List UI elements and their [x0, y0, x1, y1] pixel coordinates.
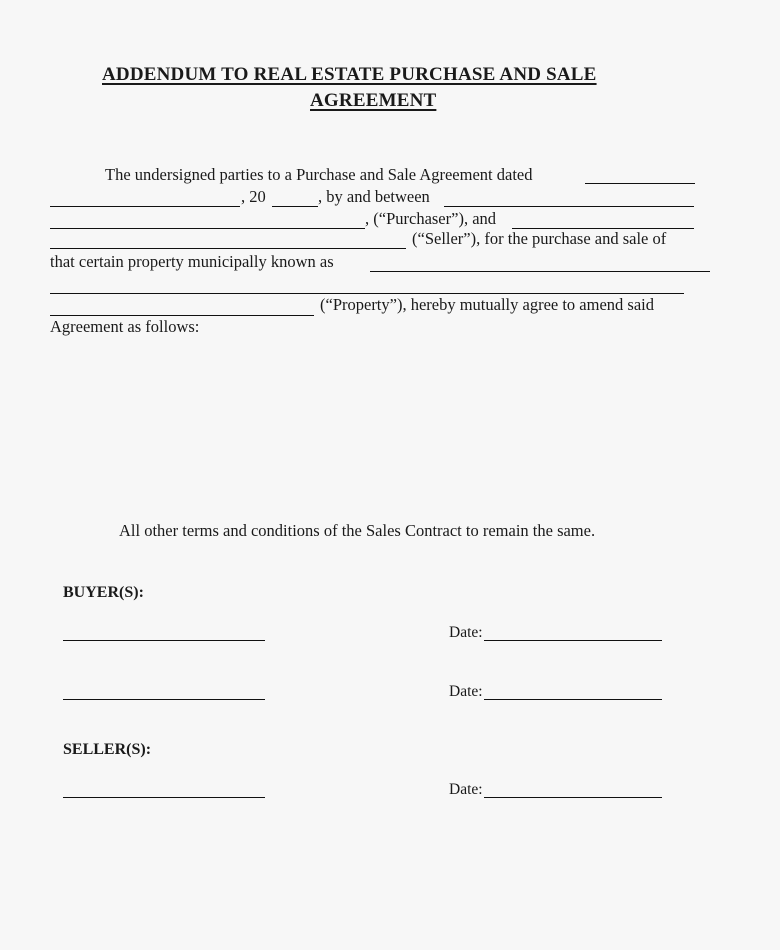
document-title-line1: ADDENDUM TO REAL ESTATE PURCHASE AND SALE: [102, 64, 597, 85]
by-and-between-text: , by and between: [318, 187, 430, 206]
buyer-signature-line-1[interactable]: [63, 640, 265, 641]
purchaser-label-text: , (“Purchaser”), and: [365, 209, 497, 228]
seller-date-line-1[interactable]: [484, 797, 662, 798]
buyer-signature-line-2[interactable]: [63, 699, 265, 700]
date-month-day-field[interactable]: [50, 206, 240, 207]
sellers-label: SELLER(S):: [63, 741, 152, 758]
agreement-date-field[interactable]: [585, 183, 695, 184]
buyer-date-line-2[interactable]: [484, 699, 662, 700]
buyer-date-line-1[interactable]: [484, 640, 662, 641]
year-suffix-field[interactable]: [272, 206, 318, 207]
seller-label-text: (“Seller”), for the purchase and sale of: [412, 229, 667, 248]
seller-signature-line-1[interactable]: [63, 797, 265, 798]
document-title-line2: AGREEMENT: [310, 90, 437, 111]
paragraph-line1: The undersigned parties to a Purchase and Sale Agreement dated: [105, 165, 533, 184]
terms-conditions-text: All other terms and conditions of the Sales Contract to remain the same.: [119, 521, 596, 540]
buyer-date-label-1: Date:: [449, 624, 483, 641]
buyer-date-label-2: Date:: [449, 683, 483, 700]
property-address-field-c[interactable]: [50, 315, 314, 316]
property-label-text: (“Property”), hereby mutually agree to amend said: [320, 295, 654, 314]
seller-date-label-1: Date:: [449, 781, 483, 798]
property-address-field-a[interactable]: [370, 271, 710, 272]
seller-name-field-b[interactable]: [50, 248, 406, 249]
purchaser-name-field[interactable]: [50, 228, 365, 229]
party-one-field[interactable]: [444, 206, 694, 207]
property-known-as-text: that certain property municipally known as: [50, 252, 334, 271]
agreement-as-follows-text: Agreement as follows:: [50, 317, 200, 336]
buyers-label: BUYER(S):: [63, 584, 144, 601]
property-address-field-b[interactable]: [50, 293, 684, 294]
year-prefix-text: , 20: [241, 187, 266, 206]
